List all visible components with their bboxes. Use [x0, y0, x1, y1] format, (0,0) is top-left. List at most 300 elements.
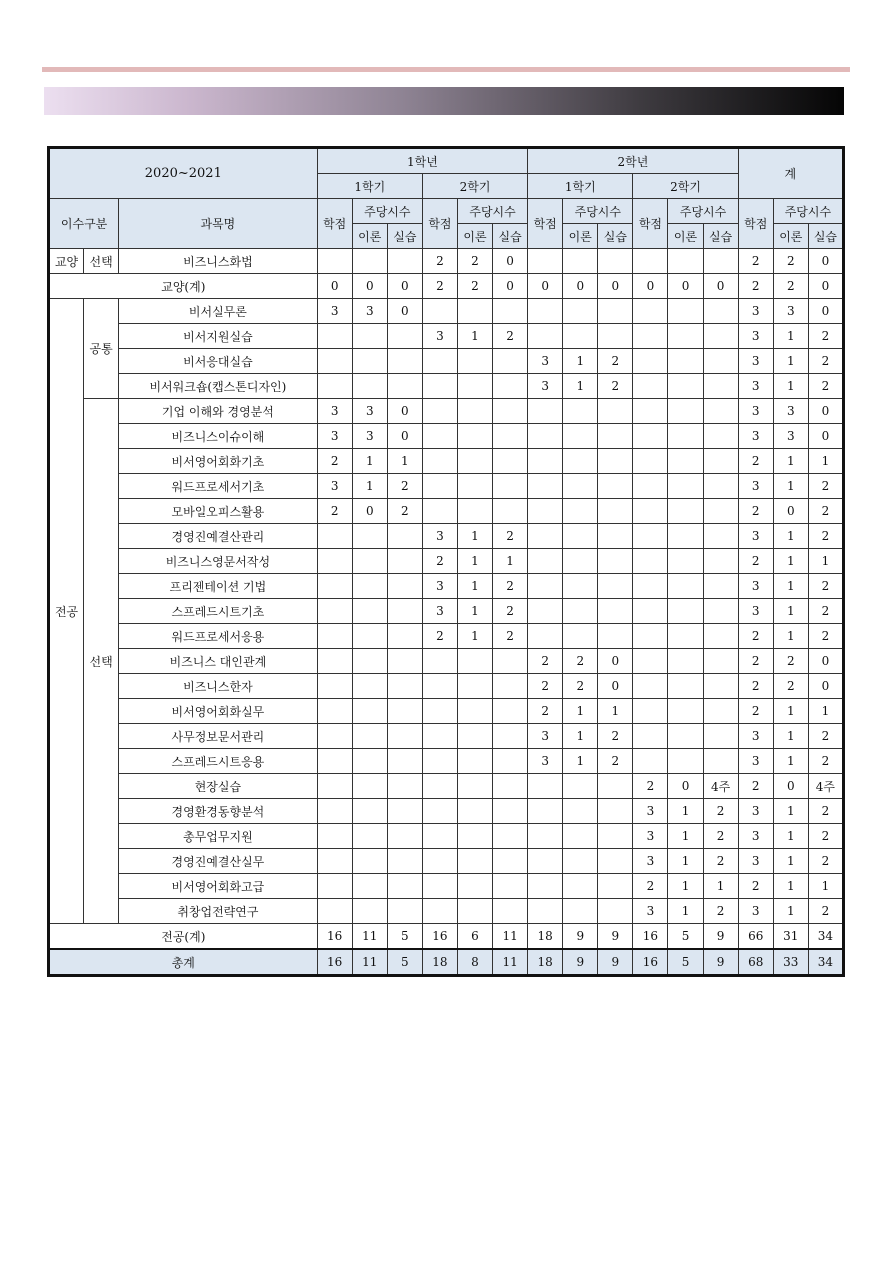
total-practice-cell: 2 — [808, 574, 843, 599]
grand-total-label: 총계 — [49, 949, 318, 976]
y1s2-credits-cell: 16 — [422, 924, 457, 950]
y1-semester1-header: 1학기 — [317, 174, 422, 199]
practice-header: 실습 — [387, 224, 422, 249]
total-credits-cell: 3 — [738, 574, 773, 599]
y1s2-theory-cell: 2 — [457, 249, 492, 274]
y1s1-theory-cell: 3 — [352, 424, 387, 449]
y2s2-credits-cell — [633, 524, 668, 549]
table-row — [49, 449, 844, 474]
y1s1-practice-cell — [387, 624, 422, 649]
y2s1-credits-cell: 2 — [528, 699, 563, 724]
y1s1-credits-cell: 2 — [317, 449, 352, 474]
total-practice-cell: 0 — [808, 249, 843, 274]
total-credits-cell: 2 — [738, 449, 773, 474]
y2s1-theory-cell — [563, 899, 598, 924]
y1s1-theory-cell — [352, 749, 387, 774]
y1s1-credits-cell — [317, 699, 352, 724]
y1s2-practice-cell — [493, 674, 528, 699]
total-theory-cell: 1 — [773, 549, 808, 574]
table-row — [49, 474, 844, 499]
y1s2-credits-cell — [422, 699, 457, 724]
y1s2-credits-cell — [422, 874, 457, 899]
table-row — [49, 524, 844, 549]
y1s1-credits-cell — [317, 799, 352, 824]
y2s1-credits-cell: 2 — [528, 649, 563, 674]
y1s2-theory-cell — [457, 674, 492, 699]
total-credits-cell: 66 — [738, 924, 773, 950]
y1s1-credits-cell — [317, 899, 352, 924]
course-name: 사무정보문서관리 — [119, 724, 317, 749]
total-credits-cell: 3 — [738, 749, 773, 774]
y2s2-credits-cell — [633, 349, 668, 374]
table-row — [49, 349, 844, 374]
y1s1-practice-cell — [387, 249, 422, 274]
total-theory-cell: 2 — [773, 674, 808, 699]
y2s2-credits-cell — [633, 574, 668, 599]
y2s2-practice-cell — [703, 324, 738, 349]
y2s1-practice-cell: 1 — [598, 699, 633, 724]
top-divider — [42, 67, 850, 72]
table-row — [49, 274, 844, 299]
y1s1-credits-cell — [317, 599, 352, 624]
y1s1-practice-cell: 0 — [387, 274, 422, 299]
y2s1-theory-cell: 1 — [563, 699, 598, 724]
y2s1-practice-cell — [598, 574, 633, 599]
y2s2-credits-cell: 3 — [633, 899, 668, 924]
y1s1-practice-cell — [387, 324, 422, 349]
y2s2-practice-cell — [703, 299, 738, 324]
y2s2-credits-cell — [633, 649, 668, 674]
y1s2-theory-cell — [457, 799, 492, 824]
total-theory-cell: 1 — [773, 899, 808, 924]
y1s1-theory-cell — [352, 374, 387, 399]
practice-header: 실습 — [493, 224, 528, 249]
y2s1-practice-cell — [598, 849, 633, 874]
y2s2-practice-cell — [703, 524, 738, 549]
y2s2-credits-cell — [633, 549, 668, 574]
y1s2-theory-cell — [457, 849, 492, 874]
y2s1-practice-cell: 9 — [598, 949, 633, 976]
y2s1-practice-cell — [598, 324, 633, 349]
table-row — [49, 749, 844, 774]
y2s1-theory-cell — [563, 849, 598, 874]
y2s1-theory-cell — [563, 424, 598, 449]
weekly-hours-header: 주당시수 — [352, 199, 422, 224]
y2s2-practice-cell — [703, 349, 738, 374]
y2s1-theory-cell — [563, 799, 598, 824]
y2s2-theory-cell — [668, 549, 703, 574]
subcategory-elective: 선택 — [84, 399, 119, 924]
y1s1-practice-cell — [387, 799, 422, 824]
y2s1-credits-cell — [528, 524, 563, 549]
table-row — [49, 249, 844, 274]
y2s1-credits-cell — [528, 399, 563, 424]
y1s2-theory-cell — [457, 399, 492, 424]
total-practice-cell: 2 — [808, 749, 843, 774]
y2s1-credits-cell: 3 — [528, 724, 563, 749]
course-name: 비서실무론 — [119, 299, 317, 324]
y1s2-theory-cell — [457, 824, 492, 849]
y1s2-practice-cell — [493, 649, 528, 674]
total-practice-cell: 0 — [808, 649, 843, 674]
y2s1-credits-cell — [528, 874, 563, 899]
y2s2-practice-cell — [703, 649, 738, 674]
y2s1-practice-cell — [598, 499, 633, 524]
y2s2-theory-cell: 0 — [668, 274, 703, 299]
y1s2-practice-cell: 11 — [493, 949, 528, 976]
y1s1-practice-cell — [387, 724, 422, 749]
total-theory-cell: 1 — [773, 374, 808, 399]
total-credits-cell: 2 — [738, 249, 773, 274]
total-practice-cell: 0 — [808, 299, 843, 324]
course-name: 워드프로세서응용 — [119, 624, 317, 649]
y2s1-theory-cell: 1 — [563, 349, 598, 374]
y2s1-practice-cell — [598, 399, 633, 424]
category-major: 전공 — [49, 299, 84, 924]
y1s1-credits-cell: 0 — [317, 274, 352, 299]
y1s1-theory-cell — [352, 874, 387, 899]
course-name: 워드프로세서기초 — [119, 474, 317, 499]
y2s2-theory-cell — [668, 349, 703, 374]
table-row — [49, 549, 844, 574]
y1s2-credits-cell — [422, 824, 457, 849]
theory-header: 이론 — [563, 224, 598, 249]
total-theory-cell: 1 — [773, 324, 808, 349]
y1s2-credits-cell — [422, 724, 457, 749]
table-row — [49, 824, 844, 849]
table-row — [49, 849, 844, 874]
period-label: 2020~2021 — [49, 148, 318, 199]
y2s1-credits-cell — [528, 849, 563, 874]
course-name: 비서워크숍(캡스톤디자인) — [119, 374, 317, 399]
y1s2-theory-cell — [457, 449, 492, 474]
y2s2-theory-cell — [668, 399, 703, 424]
y2s2-theory-cell — [668, 599, 703, 624]
total-credits-cell: 2 — [738, 499, 773, 524]
table-row — [49, 424, 844, 449]
y2s1-practice-cell — [598, 424, 633, 449]
y2s1-theory-cell — [563, 874, 598, 899]
total-theory-cell: 2 — [773, 274, 808, 299]
y2s1-practice-cell — [598, 449, 633, 474]
y2s2-credits-cell: 16 — [633, 924, 668, 950]
course-name: 총무업무지원 — [119, 824, 317, 849]
y1s2-credits-cell — [422, 849, 457, 874]
y2s1-practice-cell — [598, 874, 633, 899]
y1s2-theory-cell: 2 — [457, 274, 492, 299]
y1s1-theory-cell — [352, 574, 387, 599]
y1s2-credits-cell: 3 — [422, 524, 457, 549]
y2s1-credits-cell: 3 — [528, 749, 563, 774]
theory-header: 이론 — [773, 224, 808, 249]
y2s2-theory-cell — [668, 374, 703, 399]
y1s2-theory-cell: 1 — [457, 324, 492, 349]
y1s1-theory-cell: 11 — [352, 949, 387, 976]
total-theory-cell: 1 — [773, 524, 808, 549]
course-name: 비서영어회화기초 — [119, 449, 317, 474]
y1s1-credits-cell: 16 — [317, 949, 352, 976]
subcategory-elective: 선택 — [84, 249, 119, 274]
y2s2-theory-cell — [668, 449, 703, 474]
header-gradient-bar — [44, 87, 844, 115]
total-credits-cell: 2 — [738, 699, 773, 724]
credits-header: 학점 — [633, 199, 668, 249]
table-row — [49, 724, 844, 749]
y1s1-theory-cell: 0 — [352, 499, 387, 524]
y2s2-practice-cell — [703, 449, 738, 474]
y1s2-theory-cell — [457, 424, 492, 449]
y1s2-credits-cell — [422, 899, 457, 924]
y2s2-theory-cell: 0 — [668, 774, 703, 799]
course-name: 스프레드시트응용 — [119, 749, 317, 774]
y2s1-credits-cell: 18 — [528, 949, 563, 976]
y1s2-credits-cell: 3 — [422, 324, 457, 349]
y2s2-theory-cell — [668, 299, 703, 324]
total-credits-cell: 3 — [738, 374, 773, 399]
y1s2-practice-cell — [493, 699, 528, 724]
y1s2-practice-cell — [493, 474, 528, 499]
y1s1-credits-cell — [317, 624, 352, 649]
total-practice-cell: 2 — [808, 824, 843, 849]
y1s1-theory-cell — [352, 824, 387, 849]
y1s1-credits-cell: 3 — [317, 299, 352, 324]
y1s1-practice-cell — [387, 524, 422, 549]
table-row — [49, 324, 844, 349]
y1s2-theory-cell: 1 — [457, 624, 492, 649]
total-theory-cell: 1 — [773, 449, 808, 474]
header-row-1 — [49, 148, 844, 174]
y2s2-theory-cell — [668, 749, 703, 774]
y2-semester1-header: 1학기 — [528, 174, 633, 199]
y2s1-theory-cell: 2 — [563, 649, 598, 674]
course-name: 취창업전략연구 — [119, 899, 317, 924]
y1s1-practice-cell — [387, 699, 422, 724]
y2s1-practice-cell: 2 — [598, 349, 633, 374]
table-row — [49, 924, 844, 950]
y2s2-practice-cell: 9 — [703, 924, 738, 950]
y1s1-theory-cell — [352, 699, 387, 724]
subtotal-label: 교양(계) — [49, 274, 318, 299]
y1s1-credits-cell — [317, 549, 352, 574]
y1s2-practice-cell — [493, 399, 528, 424]
y2s1-practice-cell: 2 — [598, 374, 633, 399]
y2s2-credits-cell: 0 — [633, 274, 668, 299]
year1-header: 1학년 — [317, 148, 528, 174]
y2s2-theory-cell: 5 — [668, 924, 703, 950]
total-theory-cell: 1 — [773, 624, 808, 649]
y2s1-practice-cell — [598, 774, 633, 799]
total-theory-cell: 2 — [773, 249, 808, 274]
total-credits-cell: 68 — [738, 949, 773, 976]
y2s1-credits-cell — [528, 324, 563, 349]
y2s2-theory-cell: 1 — [668, 874, 703, 899]
y2s2-practice-cell: 1 — [703, 874, 738, 899]
y2s2-practice-cell: 2 — [703, 799, 738, 824]
total-practice-cell: 1 — [808, 874, 843, 899]
y1s2-practice-cell: 2 — [493, 624, 528, 649]
total-theory-cell: 1 — [773, 699, 808, 724]
y2s2-theory-cell — [668, 424, 703, 449]
y1s1-theory-cell — [352, 724, 387, 749]
y2s2-practice-cell — [703, 624, 738, 649]
credits-header: 학점 — [528, 199, 563, 249]
y2s1-theory-cell — [563, 574, 598, 599]
y1s2-theory-cell: 1 — [457, 599, 492, 624]
y2s2-theory-cell — [668, 724, 703, 749]
y1s1-theory-cell — [352, 799, 387, 824]
y2s2-credits-cell — [633, 699, 668, 724]
y2s2-theory-cell — [668, 324, 703, 349]
y1s2-credits-cell: 2 — [422, 249, 457, 274]
credits-header: 학점 — [422, 199, 457, 249]
y1s1-practice-cell: 0 — [387, 424, 422, 449]
y2s1-practice-cell — [598, 299, 633, 324]
y2s1-theory-cell — [563, 624, 598, 649]
y2s1-practice-cell: 2 — [598, 749, 633, 774]
y1s1-credits-cell — [317, 824, 352, 849]
y1s2-credits-cell — [422, 299, 457, 324]
total-practice-cell: 2 — [808, 524, 843, 549]
y1s1-theory-cell: 3 — [352, 299, 387, 324]
y1s2-credits-cell — [422, 649, 457, 674]
y1s1-theory-cell: 3 — [352, 399, 387, 424]
y2s2-practice-cell: 0 — [703, 274, 738, 299]
y1s2-practice-cell — [493, 849, 528, 874]
y1s1-practice-cell: 5 — [387, 949, 422, 976]
y1s1-theory-cell — [352, 624, 387, 649]
total-practice-cell: 0 — [808, 274, 843, 299]
y1s1-credits-cell — [317, 674, 352, 699]
y2s1-practice-cell — [598, 899, 633, 924]
y2s2-theory-cell: 5 — [668, 949, 703, 976]
y2s1-theory-cell — [563, 449, 598, 474]
y1s1-theory-cell: 1 — [352, 449, 387, 474]
y1s1-theory-cell — [352, 324, 387, 349]
y1s1-theory-cell — [352, 249, 387, 274]
y2s1-credits-cell — [528, 424, 563, 449]
y1s1-credits-cell: 3 — [317, 474, 352, 499]
total-credits-cell: 2 — [738, 649, 773, 674]
y2s1-credits-cell — [528, 799, 563, 824]
total-practice-cell: 1 — [808, 699, 843, 724]
y1s2-theory-cell — [457, 774, 492, 799]
y1s1-practice-cell: 2 — [387, 474, 422, 499]
y2s2-credits-cell: 16 — [633, 949, 668, 976]
y1s2-practice-cell: 2 — [493, 599, 528, 624]
y2s1-credits-cell — [528, 249, 563, 274]
total-credits-cell: 3 — [738, 799, 773, 824]
y1-semester2-header: 2학기 — [422, 174, 527, 199]
y2s1-practice-cell: 0 — [598, 649, 633, 674]
y1s2-practice-cell — [493, 799, 528, 824]
total-practice-cell: 0 — [808, 424, 843, 449]
total-credits-cell: 3 — [738, 424, 773, 449]
table-row — [49, 499, 844, 524]
y2s2-credits-cell — [633, 749, 668, 774]
y2s1-credits-cell: 3 — [528, 349, 563, 374]
y1s1-theory-cell — [352, 899, 387, 924]
y2s2-credits-cell — [633, 499, 668, 524]
course-name: 비즈니스 대인관계 — [119, 649, 317, 674]
y2s2-theory-cell — [668, 474, 703, 499]
weekly-hours-header: 주당시수 — [668, 199, 738, 224]
y1s2-credits-cell — [422, 399, 457, 424]
y2s2-practice-cell: 2 — [703, 849, 738, 874]
y1s2-theory-cell — [457, 874, 492, 899]
y2s1-theory-cell — [563, 524, 598, 549]
y1s1-practice-cell — [387, 599, 422, 624]
course-name: 현장실습 — [119, 774, 317, 799]
y2s2-credits-cell — [633, 449, 668, 474]
y1s1-credits-cell: 3 — [317, 399, 352, 424]
y2s1-theory-cell — [563, 474, 598, 499]
total-practice-cell: 2 — [808, 499, 843, 524]
y1s1-credits-cell — [317, 649, 352, 674]
total-practice-cell: 2 — [808, 374, 843, 399]
y2s1-practice-cell: 9 — [598, 924, 633, 950]
total-credits-cell: 2 — [738, 774, 773, 799]
y2s2-theory-cell: 1 — [668, 899, 703, 924]
table-row — [49, 299, 844, 324]
total-theory-cell: 0 — [773, 774, 808, 799]
y2s1-credits-cell — [528, 624, 563, 649]
y2s2-theory-cell — [668, 624, 703, 649]
y1s2-credits-cell: 3 — [422, 574, 457, 599]
y2s2-credits-cell — [633, 624, 668, 649]
y1s2-practice-cell — [493, 899, 528, 924]
y2s1-theory-cell — [563, 824, 598, 849]
total-theory-cell: 31 — [773, 924, 808, 950]
y2s2-credits-cell — [633, 299, 668, 324]
practice-header: 실습 — [598, 224, 633, 249]
y2s2-practice-cell — [703, 499, 738, 524]
y2s1-credits-cell: 18 — [528, 924, 563, 950]
total-credits-cell: 3 — [738, 524, 773, 549]
total-credits-cell: 3 — [738, 849, 773, 874]
y1s2-credits-cell — [422, 424, 457, 449]
y1s2-practice-cell — [493, 724, 528, 749]
course-name: 비서영어회화실무 — [119, 699, 317, 724]
y2s1-theory-cell — [563, 324, 598, 349]
y1s2-credits-cell — [422, 349, 457, 374]
y1s1-theory-cell — [352, 549, 387, 574]
y2s1-credits-cell — [528, 299, 563, 324]
y2s2-theory-cell — [668, 499, 703, 524]
y2s1-practice-cell — [598, 599, 633, 624]
y2s1-theory-cell: 1 — [563, 749, 598, 774]
y2s2-credits-cell: 3 — [633, 824, 668, 849]
y2s2-theory-cell — [668, 649, 703, 674]
y2s2-credits-cell — [633, 474, 668, 499]
y2s1-practice-cell — [598, 799, 633, 824]
y2s2-practice-cell — [703, 374, 738, 399]
y1s2-theory-cell — [457, 499, 492, 524]
y1s2-credits-cell — [422, 774, 457, 799]
y2s1-theory-cell: 1 — [563, 374, 598, 399]
total-theory-cell: 1 — [773, 574, 808, 599]
weekly-hours-header: 주당시수 — [457, 199, 527, 224]
total-theory-cell: 1 — [773, 749, 808, 774]
total-practice-cell: 0 — [808, 674, 843, 699]
y2s2-theory-cell — [668, 674, 703, 699]
y1s2-credits-cell — [422, 674, 457, 699]
y1s1-practice-cell — [387, 549, 422, 574]
y2s2-practice-cell — [703, 749, 738, 774]
credits-header: 학점 — [738, 199, 773, 249]
total-credits-cell: 3 — [738, 349, 773, 374]
y1s1-theory-cell: 1 — [352, 474, 387, 499]
y2s2-practice-cell: 9 — [703, 949, 738, 976]
